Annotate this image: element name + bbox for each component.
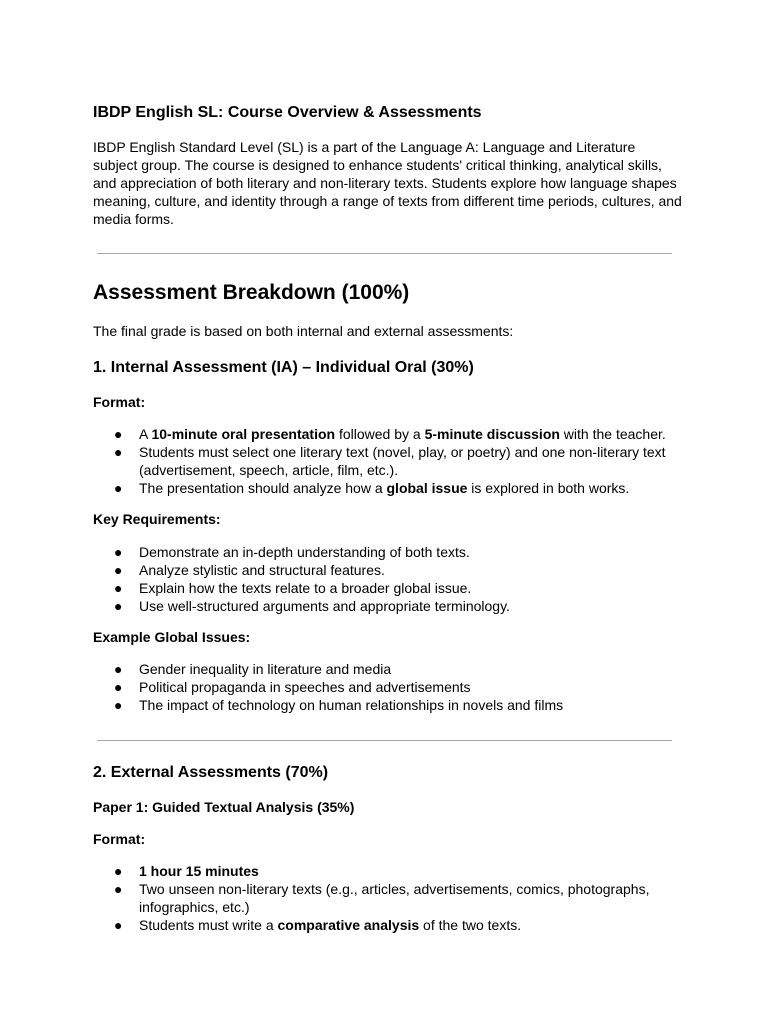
list-item: ● Students must write a comparative analysis of the two texts.	[114, 917, 522, 933]
list-item: ● A 10-minute oral presentation followed by a 5-minute discussion with the teacher.	[114, 426, 666, 442]
internal-format-list	[93, 425, 693, 497]
list-item: ● Students must select one literary text (novel, play, or poetry) and one non-literary text (advertisement, speech, article, film, etc.).	[114, 444, 666, 478]
bullet-icon: ●	[114, 580, 123, 596]
breakdown-lead: The final grade is based on both internal and external assessments:	[93, 323, 514, 339]
list-item: ● 1 hour 15 minutes	[114, 863, 259, 879]
list-item: ● Analyze stylistic and structural features.	[114, 562, 385, 578]
divider	[97, 253, 672, 254]
bullet-icon: ●	[114, 544, 123, 560]
bullet-icon: ●	[114, 917, 123, 933]
bullet-icon: ●	[114, 426, 123, 442]
internal-heading: 1. Internal Assessment (IA) – Individual Oral (30%)	[93, 359, 474, 376]
external-format-label: Format:	[93, 831, 146, 847]
internal-format-label: Format:	[93, 394, 146, 410]
external-heading: 2. External Assessments (70%)	[93, 764, 329, 781]
list-item: ● Demonstrate an in-depth understanding of both texts.	[114, 544, 470, 560]
list-item: ● Political propaganda in speeches and advertisements	[114, 679, 471, 695]
bullet-icon: ●	[114, 661, 123, 677]
list-item: ● Two unseen non-literary texts (e.g., articles, advertisements, comics, photographs, infographics, etc.)	[114, 881, 650, 915]
requirements-list	[93, 543, 693, 615]
paper1-heading: Paper 1: Guided Textual Analysis (35%)	[93, 799, 355, 815]
bullet-icon: ●	[114, 697, 123, 713]
list-item: ● Gender inequality in literature and media	[114, 661, 392, 677]
list-item: ● The presentation should analyze how a global issue is explored in both works.	[114, 480, 630, 496]
bullet-icon: ●	[114, 444, 123, 460]
breakdown-heading: Assessment Breakdown (100%)	[93, 281, 410, 304]
bullet-icon: ●	[114, 480, 123, 496]
examples-label: Example Global Issues:	[93, 629, 251, 645]
bullet-icon: ●	[114, 598, 123, 614]
bullet-icon: ●	[114, 679, 123, 695]
list-item: ● Explain how the texts relate to a broader global issue.	[114, 580, 472, 596]
requirements-label: Key Requirements:	[93, 511, 221, 527]
external-format-list	[93, 862, 693, 934]
intro-paragraph: IBDP English Standard Level (SL) is a part of the Language A: Language and Literature subject group. The course is designed to enhance students' critical thinking, analytical skills, and appreciation of both literary and non-literary texts. Students explore how language shapes meaning, culture, and identity through a range of texts from different time periods, cultures, and media forms.	[93, 139, 682, 227]
list-item: ● The impact of technology on human relationships in novels and films	[114, 697, 564, 713]
bullet-icon: ●	[114, 881, 123, 897]
document-title: IBDP English SL: Course Overview & Assessments	[93, 104, 482, 121]
bullet-icon: ●	[114, 562, 123, 578]
bullet-icon: ●	[114, 863, 123, 879]
list-item: ● Use well-structured arguments and appropriate terminology.	[114, 598, 510, 614]
divider	[97, 740, 672, 741]
examples-list	[93, 660, 693, 714]
